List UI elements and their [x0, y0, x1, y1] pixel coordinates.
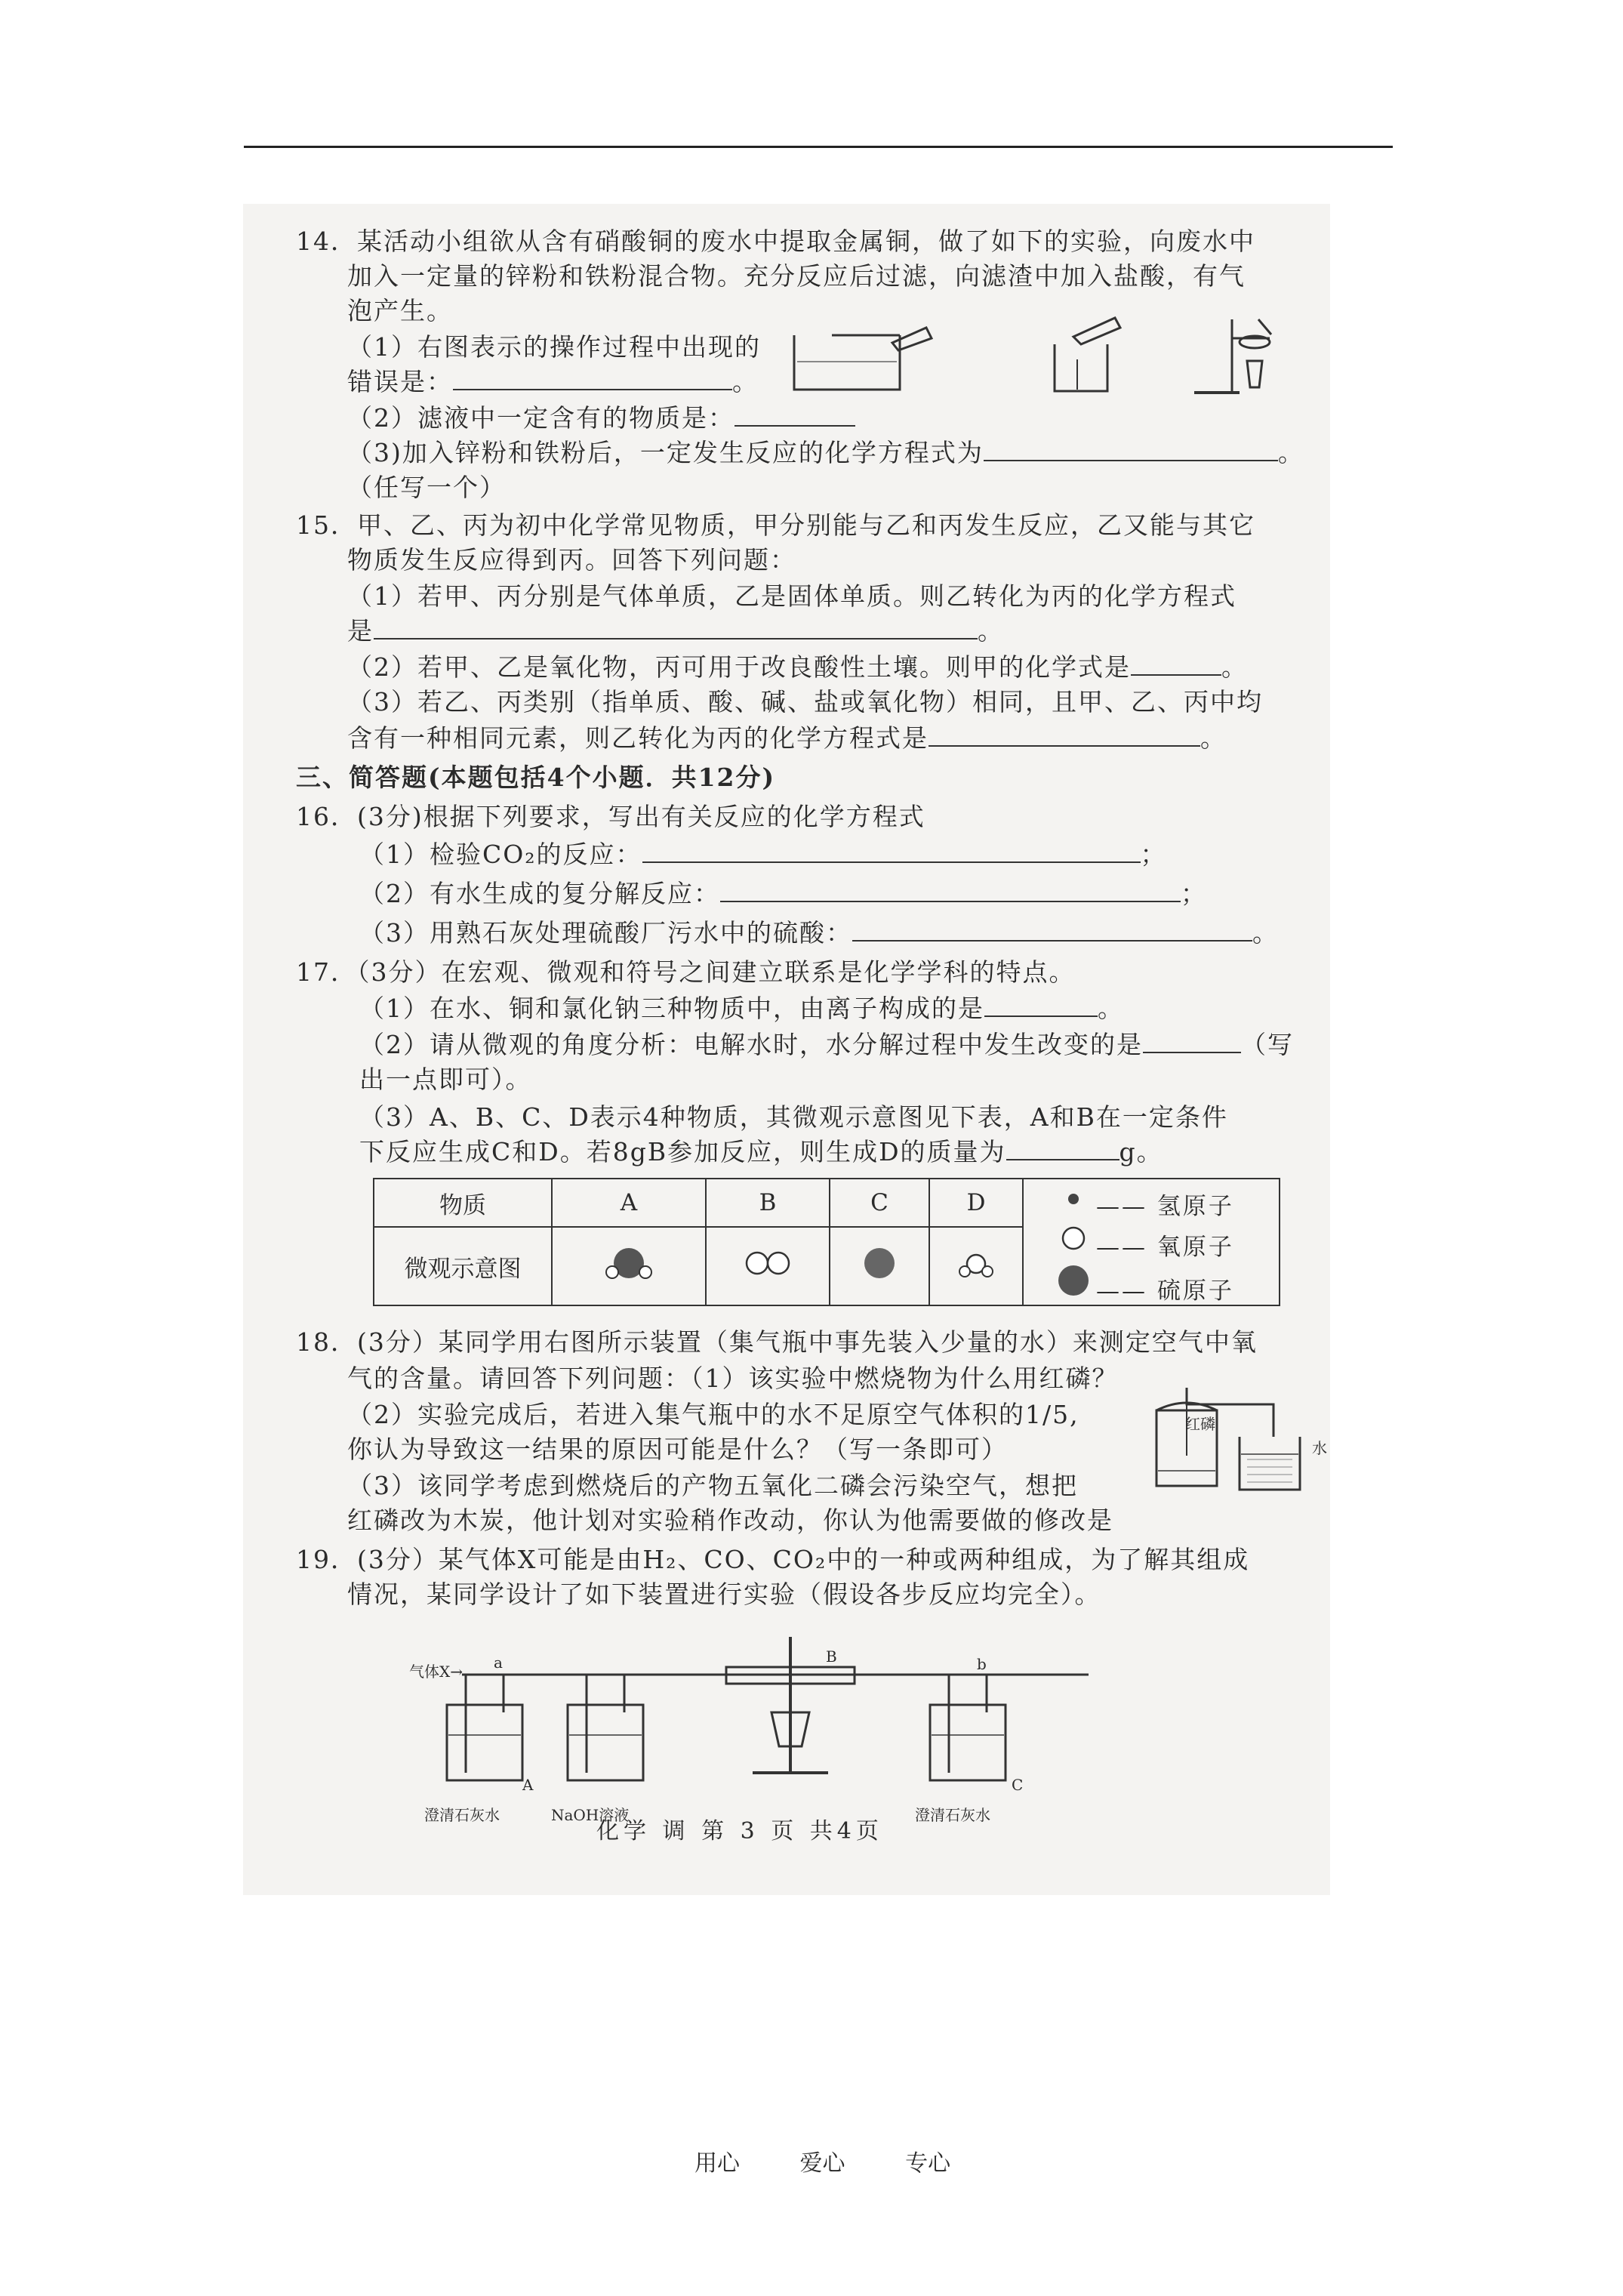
q17-label-2: （2）请从微观的角度分析：电解水时，水分解过程中发生改变的是: [359, 1030, 1143, 1059]
table-header-d: D: [929, 1179, 1023, 1227]
q18-line-5: （3）该同学考虑到燃烧后的产物五氧化二磷会污染空气，想把: [347, 1471, 1078, 1500]
q16-punct-3: 。: [1252, 918, 1279, 948]
q17-blank-1[interactable]: [984, 993, 1098, 1017]
q19-line-1: 19．(3分）某气体X可能是由H₂、CO、CO₂中的一种或两种组成，为了解其组成: [296, 1545, 1250, 1574]
table-header-a: A: [552, 1179, 706, 1227]
section-heading: 三、简答题(本题包括4个小题．共12分): [296, 763, 776, 792]
molecule-c-icon: [857, 1244, 902, 1282]
molecule-d-cell: [929, 1227, 1023, 1305]
q16-line-4: [359, 917, 1279, 950]
oxygen-measure-figure: [1141, 1365, 1307, 1493]
q15-line-2: 物质发生反应得到丙。回答下列问题：: [347, 545, 796, 575]
q14-line-5: [347, 365, 759, 399]
q16-blank-1[interactable]: [642, 839, 1141, 863]
q14-line-4: （1）右图表示的操作过程中出现的: [347, 332, 761, 362]
q14-blank-3[interactable]: [984, 437, 1278, 461]
q15-label-3: 含有一种相同元素，则乙转化为丙的化学方程式是: [347, 723, 929, 753]
molecule-b-cell: [706, 1227, 830, 1305]
q15-label: 是: [347, 616, 374, 646]
molecule-d-icon: [953, 1244, 999, 1282]
q19-line-2: 情况，某同学设计了如下装置进行实验（假设各步反应均完全）。: [347, 1579, 1101, 1609]
q15-line-4: [347, 615, 1004, 648]
filtration-beaker-figure: [787, 320, 938, 396]
q17-blank-2[interactable]: [1143, 1029, 1241, 1053]
gas-analysis-apparatus-figure: [409, 1622, 1126, 1795]
molecule-a-icon: [599, 1240, 659, 1286]
q15-blank-3[interactable]: [929, 723, 1200, 747]
q16-line-3: [359, 877, 1207, 911]
q18-line-6: 红磷改为木炭，他计划对实验稍作改动，你认为他需要做的修改是: [347, 1505, 1113, 1535]
q16-line-1: 16．(3分)根据下列要求，写出有关反应的化学方程式: [296, 802, 925, 831]
fig-limewater-2-label: 澄清石灰水: [915, 1806, 990, 1824]
molecule-a-cell: [552, 1227, 706, 1305]
fig-limewater-1-label: 澄清石灰水: [424, 1806, 500, 1824]
fig-bottle-c-label: C: [1012, 1776, 1024, 1794]
q16-punct-1: ；: [1140, 840, 1167, 869]
q17-punct-2: （写: [1241, 1030, 1294, 1059]
q18-line-1: 18．(3分）某同学用右图所示装置（集气瓶中事先装入少量的水）来测定空气中氧: [296, 1327, 1258, 1357]
fig-a-label: a: [494, 1653, 503, 1672]
q16-punct-2: ；: [1181, 879, 1207, 908]
q14-line-6: [347, 402, 855, 435]
table-header-c: C: [830, 1179, 929, 1227]
q17-blank-3[interactable]: [1006, 1136, 1119, 1160]
q17-line-1: 17．（3分）在宏观、微观和符号之间建立联系是化学学科的特点。: [296, 957, 1076, 987]
q17-label-3: 下反应生成C和D。若8gB参加反应，则生成D的质量为: [359, 1137, 1006, 1166]
q14-punct: 。: [732, 367, 759, 396]
q17-unit: g。: [1119, 1137, 1163, 1166]
q14-blank-2[interactable]: [735, 402, 855, 427]
q17-line-3: [359, 1028, 1294, 1062]
q14-label-3: （3)加入锌粉和铁粉后，一定发生反应的化学方程式为: [347, 438, 984, 467]
footer-word-1: 用心: [694, 2150, 740, 2177]
footer-word-2: 爱心: [799, 2150, 845, 2177]
q15-blank-2[interactable]: [1131, 652, 1221, 676]
footer-slogan: [694, 2144, 1003, 2177]
q17-label-1: （1）在水、铜和氯化钠三种物质中，由离子构成的是: [359, 994, 984, 1023]
q14-line-3: 泡产生。: [347, 296, 453, 325]
fig-red-phosphorus-label: 红磷: [1185, 1415, 1215, 1433]
legend-oxygen: —— 氧原子: [1096, 1234, 1234, 1261]
q15-line-5: [347, 651, 1248, 684]
header-rule: [244, 146, 1393, 148]
q15-line-6: （3）若乙、丙类别（指单质、酸、碱、盐或氧化物）相同，且甲、乙、丙中均: [347, 687, 1263, 717]
table-header-substance: 物质: [374, 1179, 552, 1227]
q15-punct-3: 。: [1200, 723, 1227, 753]
q15-line-1: 15．甲、乙、丙为初中化学常见物质，甲分别能与乙和丙发生反应，乙又能与其它: [296, 510, 1255, 540]
q16-line-2: [359, 838, 1167, 871]
beaker-pouring-figure: [1043, 314, 1126, 397]
footer-word-3: 专心: [905, 2150, 951, 2177]
q18-line-2: 气的含量。请回答下列问题：（1）该实验中燃烧物为什么用红磷？: [347, 1364, 1119, 1393]
fig-bottle-a-label: A: [522, 1776, 534, 1794]
q18-line-4: 你认为导致这一结果的原因可能是什么？（写一条即可）: [347, 1435, 1008, 1464]
fig-water-label: 水: [1312, 1439, 1327, 1457]
q16-label-2: （2）有水生成的复分解反应：: [359, 879, 720, 908]
molecule-b-icon: [738, 1244, 798, 1282]
table-row-label: 微观示意图: [374, 1227, 552, 1305]
q14-line-7: [347, 436, 1304, 470]
q15-punct-2: 。: [1221, 652, 1248, 682]
q16-blank-3[interactable]: [852, 917, 1252, 942]
q15-label-2: （2）若甲、乙是氧化物，丙可用于改良酸性土壤。则甲的化学式是: [347, 652, 1131, 682]
evaporation-stand-figure: [1187, 308, 1277, 399]
q15-blank-1[interactable]: [374, 615, 978, 639]
atom-legend-icons: [1051, 1188, 1096, 1302]
q16-label-1: （1）检验CO₂的反应：: [359, 840, 642, 869]
q16-blank-2[interactable]: [720, 878, 1181, 902]
q14-label-2: （2）滤液中一定含有的物质是：: [347, 403, 735, 433]
q15-punct: 。: [978, 616, 1004, 646]
q14-line-2: 加入一定量的锌粉和铁粉混合物。充分反应后过滤，向滤渣中加入盐酸，有气: [347, 261, 1246, 291]
q14-label: 错误是：: [347, 367, 453, 396]
legend-hydrogen: —— 氢原子: [1096, 1193, 1234, 1220]
fig-gas-x-label: 气体X→: [409, 1663, 463, 1681]
q14-line-8: （任写一个）: [347, 473, 506, 502]
fig-b-upper-label: B: [826, 1647, 837, 1666]
q15-line-3: （1）若甲、丙分别是气体单质，乙是固体单质。则乙转化为丙的化学方程式: [347, 581, 1236, 611]
q14-punct-2: 。: [1277, 438, 1304, 467]
page-number-label: 化学 调 第 3 页 共4页: [596, 1818, 883, 1845]
q17-line-2: [359, 992, 1124, 1025]
q17-line-5: （3）A、B、C、D表示4种物质，其微观示意图见下表，A和B在一定条件: [359, 1102, 1228, 1132]
q14-blank-1[interactable]: [453, 366, 732, 390]
molecule-c-cell: [830, 1227, 929, 1305]
q18-line-3: （2）实验完成后，若进入集气瓶中的水不足原空气体积的1/5,: [347, 1400, 1079, 1429]
q15-line-7: [347, 722, 1227, 755]
legend-sulfur: —— 硫原子: [1096, 1277, 1234, 1305]
table-header-b: B: [706, 1179, 830, 1227]
q14-line-1: 14．某活动小组欲从含有硝酸铜的废水中提取金属铜，做了如下的实验，向废水中: [296, 227, 1255, 256]
q16-label-3: （3）用熟石灰处理硫酸厂污水中的硫酸：: [359, 918, 852, 948]
q17-line-4: 出一点即可）。: [359, 1065, 532, 1094]
q17-line-6: [359, 1136, 1163, 1169]
fig-naoh-label: NaOH溶液: [551, 1806, 630, 1824]
q17-punct-1: 。: [1098, 994, 1124, 1023]
fig-b-label: b: [977, 1655, 987, 1673]
